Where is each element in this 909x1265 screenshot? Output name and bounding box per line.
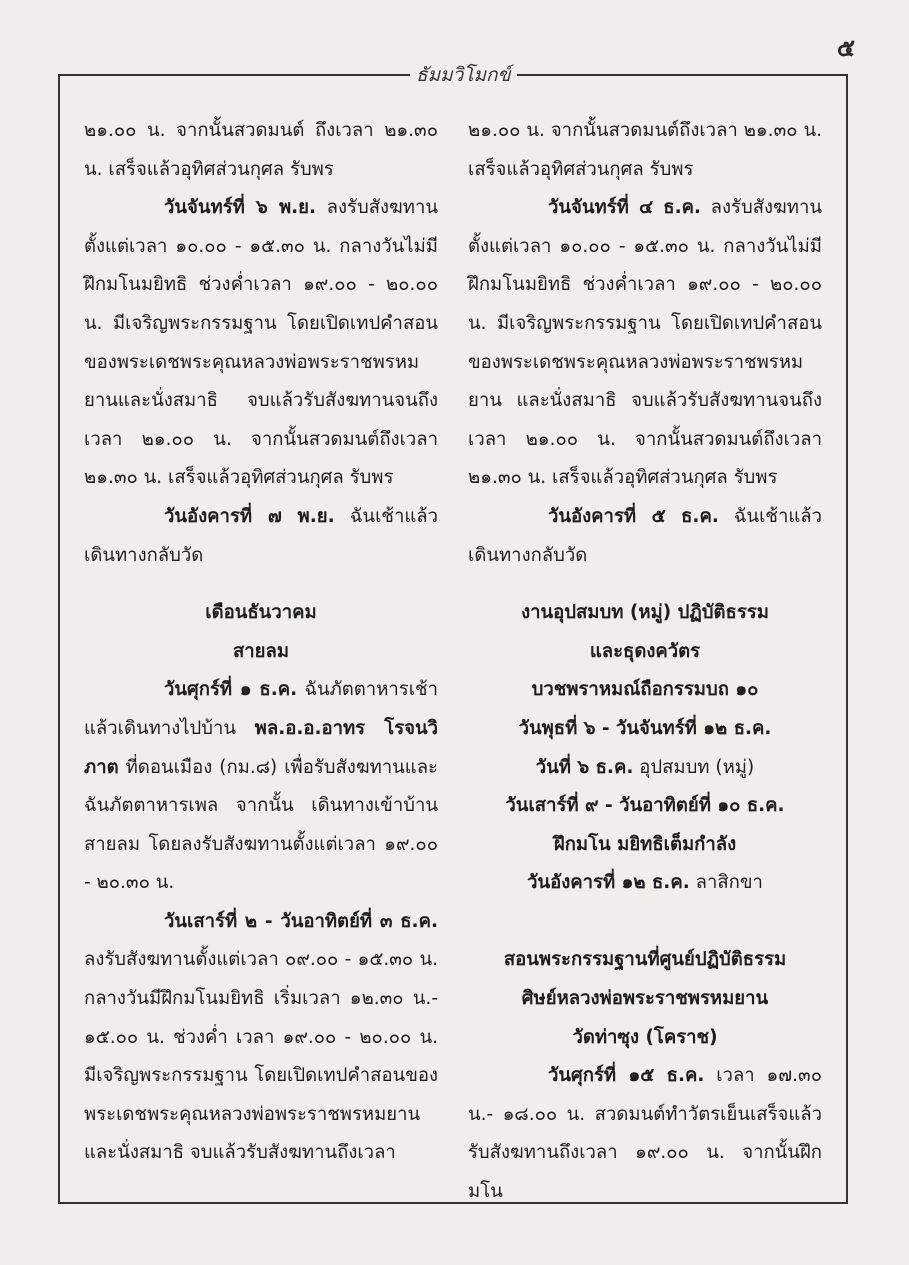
left-column bbox=[84, 112, 438, 1173]
event-text: ลาสิกขา bbox=[689, 872, 763, 894]
right-paragraph-1: ๒๑.๐๐ น. จากนั้นสวดมนต์ถึงเวลา ๒๑.๓๐ น. เสร็จแล้วอุทิศส่วนกุศล รับพร bbox=[468, 120, 822, 180]
event-dates: วันพุธที่ ๖ - วันจันทร์ที่ ๑๒ ธ.ค. bbox=[518, 717, 772, 739]
date-label: วันศุกร์ที่ ๑๕ ธ.ค. bbox=[548, 1065, 705, 1087]
left-paragraph-2 bbox=[84, 189, 438, 498]
left-paragraph-3 bbox=[84, 498, 438, 575]
right-column bbox=[468, 112, 822, 1212]
date-label: วันศุกร์ที่ ๑ ธ.ค. bbox=[164, 679, 298, 701]
date-label: วันอังคารที่ ๕ ธ.ค. bbox=[548, 505, 719, 527]
place-heading: สายลม bbox=[232, 640, 290, 662]
paragraph-text: ที่ดอนเมือง (กม.๘) เพื่อรับสังฆทานและฉันภัตตาหารเพล จากนั้น เดินทางเข้าบ้านสายลม โดยลงรับสังฆทานตั้งแต่เวลา ๑๙.๐๐ - ๒๐.๓๐ น. bbox=[84, 756, 438, 894]
date-label: วันจันทร์ที่ ๖ พ.ย. bbox=[164, 197, 317, 219]
event-line: ฝึกมโน มยิทธิเต็มกำลัง bbox=[553, 833, 737, 855]
event-heading: และธุดงควัตร bbox=[589, 640, 701, 662]
right-paragraph-2 bbox=[468, 189, 822, 498]
teaching-heading: ศิษย์หลวงพ่อพระราชพรหมยาน bbox=[521, 988, 769, 1010]
right-paragraph-3 bbox=[468, 498, 822, 575]
event-heading: บวชพราหมณ์ถือกรรมบถ ๑๐ bbox=[531, 679, 759, 701]
date-label: วันที่ ๖ ธ.ค. bbox=[535, 756, 634, 778]
paragraph-text: ลงรับสังฆทานตั้งแต่เวลา ๐๙.๐๐ - ๑๕.๓๐ น. กลางวันมีฝึกมโนมยิทธิ เริ่มเวลา ๑๒.๓๐ น.- ๑๕.๐๐ น. ช่วงค่ำ เวลา ๑๙.๐๐ - ๒๐.๐๐ น. มีเจริญพระกรรมฐาน โดยเปิดเทปคำสอนของพระเดชพระคุณหลวงพ่อพระราชพรหมยานและนั่งสมาธิ จบแล้วรับสังฆทานถึงเวลา bbox=[84, 949, 438, 1164]
teaching-heading: วัดท่าซุง (โคราช) bbox=[572, 1026, 718, 1048]
paragraph-text: ฉันเช้าแล้วเดินทางกลับวัด bbox=[468, 505, 822, 566]
left-paragraph-4 bbox=[84, 671, 438, 903]
date-label: วันอังคารที่ ๗ พ.ย. bbox=[164, 505, 335, 527]
left-paragraph-5 bbox=[84, 903, 438, 1173]
paragraph-text: ฉันเช้าแล้วเดินทางกลับวัด bbox=[84, 505, 438, 566]
event-line bbox=[468, 864, 822, 903]
event-line bbox=[468, 749, 822, 788]
event-line: วันเสาร์ที่ ๙ - วันอาทิตย์ที่ ๑๐ ธ.ค. bbox=[505, 795, 785, 817]
right-paragraph-4 bbox=[468, 1057, 822, 1211]
page-number: ๕ bbox=[836, 34, 855, 62]
date-label: วันจันทร์ที่ ๔ ธ.ค. bbox=[548, 197, 702, 219]
left-paragraph-1: ๒๑.๐๐ น. จากนั้นสวดมนต์ ถึงเวลา ๒๑.๓๐ น. เสร็จแล้วอุทิศส่วนกุศล รับพร bbox=[84, 120, 438, 180]
event-text: อุปสมบท (หมู่) bbox=[633, 756, 755, 778]
event-heading: งานอุปสมบท (หมู่) ปฏิบัติธรรม bbox=[521, 602, 769, 624]
header-title: ธัมมวิโมกข์ bbox=[410, 60, 517, 90]
teaching-heading: สอนพระกรรมฐานที่ศูนย์ปฏิบัติธรรม bbox=[503, 949, 787, 971]
host-name: พล.อ.อ.อาทร โรจนวิภาต bbox=[84, 717, 438, 778]
date-label: วันอังคารที่ ๑๒ ธ.ค. bbox=[527, 872, 690, 894]
date-label: วันเสาร์ที่ ๒ - วันอาทิตย์ที่ ๓ ธ.ค. bbox=[164, 910, 438, 932]
month-heading: เดือนธันวาคม bbox=[205, 602, 317, 624]
paragraph-text: เวลา ๑๗.๓๐ น.- ๑๘.๐๐ น. สวดมนต์ทำวัตรเย็นเสร็จแล้วรับสังฆทานถึงเวลา ๑๙.๐๐ น. จากนั้นฝึกมโน bbox=[468, 1065, 822, 1203]
paragraph-text: ลงรับสังฆทาน ตั้งแต่เวลา ๑๐.๐๐ - ๑๕.๓๐ น. กลางวันไม่มีฝึกมโนมยิทธิ ช่วงค่ำเวลา ๑๙.๐๐ - ๒๐.๐๐ น. มีเจริญพระกรรมฐาน โดยเปิดเทปคำสอนของพระเดชพระคุณหลวงพ่อพระราชพรหมยานและนั่งสมาธิ จบแล้วรับสังฆทานจนถึง เวลา ๒๑.๐๐ น. จากนั้นสวดมนต์ถึงเวลา ๒๑.๓๐ น. เสร็จแล้วอุทิศส่วนกุศล รับพร bbox=[84, 197, 439, 489]
paragraph-text: ฉันภัตตาหารเช้าแล้วเดินทางไปบ้าน bbox=[84, 679, 438, 739]
paragraph-text: ลงรับสังฆทานตั้งแต่เวลา ๑๐.๐๐ - ๑๕.๓๐ น. กลางวันไม่มีฝึกมโนมยิทธิ ช่วงค่ำเวลา ๑๙.๐๐ - ๒๐.๐๐ น. มีเจริญพระกรรมฐาน โดยเปิดเทปคำสอนของพระเดชพระคุณหลวงพ่อพระราชพรหมยาน และนั่งสมาธิ จบแล้วรับสังฆทานจนถึงเวลา ๒๑.๐๐ น. จากนั้นสวดมนต์ถึงเวลา ๒๑.๓๐ น. เสร็จแล้วอุทิศส่วนกุศล รับพร bbox=[468, 197, 823, 489]
